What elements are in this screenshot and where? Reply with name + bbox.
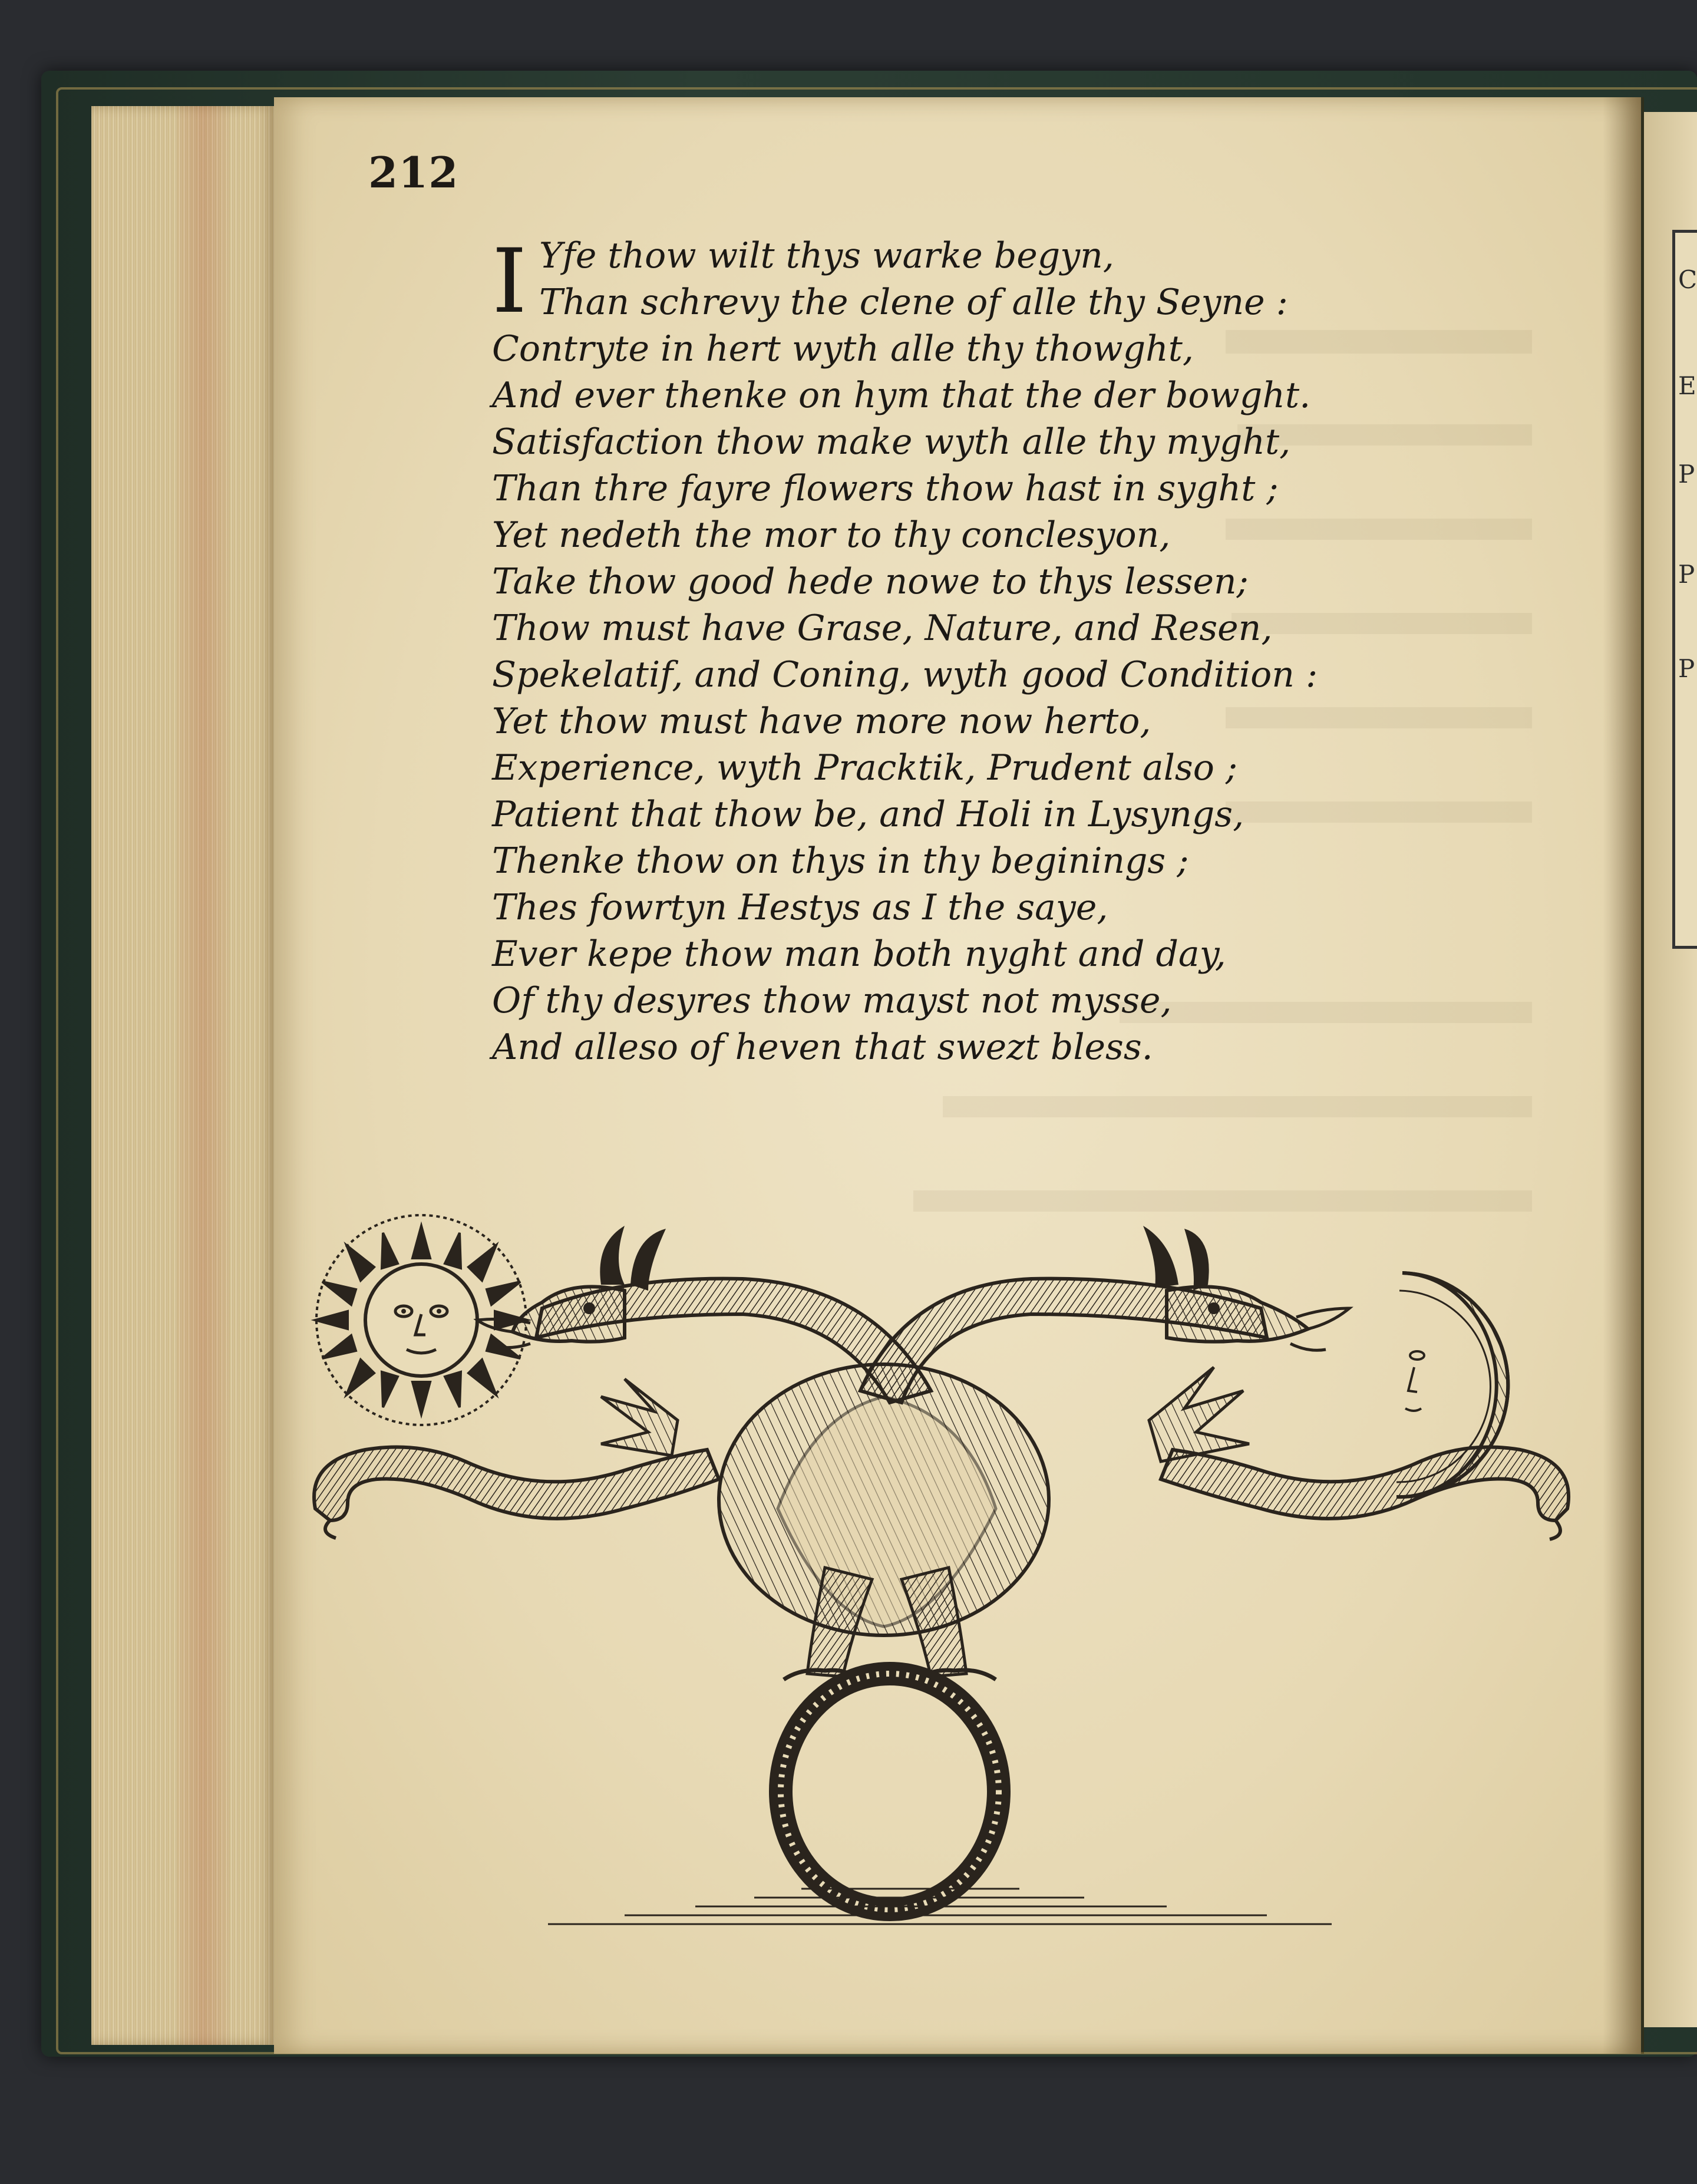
verse-line: Thow must have Grase, Nature, and Resen,: [492, 608, 1273, 649]
verse-line: Yfe thow wilt thys warke begyn,: [539, 235, 1114, 276]
verse-line: Thenke thow on thys in thy beginings ;: [492, 840, 1189, 882]
verse-line: Than thre fayre flowers thow hast in syght ;: [492, 468, 1279, 509]
facing-page-letter: P: [1678, 460, 1695, 489]
verse-line: Yet thow must have more now herto,: [492, 701, 1151, 742]
left-wing: [601, 1379, 678, 1456]
right-tail: [1161, 1447, 1569, 1521]
verse-line: And ever thenke on hym that the der bowght.: [492, 375, 1311, 416]
ring-icon: [781, 1674, 999, 1909]
verse-line: Satisfaction thow make wyth alle thy myght,: [492, 421, 1291, 463]
page-edge-stain: [177, 106, 230, 2045]
facing-page-letter: C: [1678, 265, 1697, 294]
verse-line: Patient that thow be, and Holi in Lysyngs,: [492, 794, 1244, 835]
verse-line: Than schrevy the clene of alle thy Seyne :: [539, 282, 1288, 323]
verse-block: [492, 230, 1435, 1071]
verse-line: Contryte in hert wyth alle thy thowght,: [492, 328, 1194, 370]
facing-page-frame: [1672, 230, 1697, 949]
right-wing: [1149, 1367, 1249, 1462]
dragon-woodcut: [295, 1202, 1591, 1945]
drop-cap: I: [492, 230, 527, 333]
verse-line: Take thow good hede nowe to thys lessen;: [492, 561, 1249, 602]
right-dragon-head: [1143, 1226, 1349, 1350]
verse-line: Spekelatif, and Coning, wyth good Condition :: [492, 654, 1318, 695]
facing-page-letter: E: [1678, 371, 1696, 400]
verse-line: Experience, wyth Pracktik, Prudent also ;: [492, 747, 1238, 789]
verse-line: And alleso of heven that swezt bless.: [492, 1027, 1153, 1068]
verse-line: Of thy desyres thow mayst not mysse,: [492, 980, 1172, 1021]
page-number: 212: [368, 147, 459, 197]
verse-line: Yet nedeth the mor to thy conclesyon,: [492, 514, 1171, 556]
left-tail: [314, 1447, 719, 1521]
facing-page-letter: P: [1678, 654, 1695, 683]
verse-line: Thes fowrtyn Hestys as I the saye,: [492, 887, 1108, 928]
verse-line: Ever kepe thow man both nyght and day,: [492, 933, 1226, 975]
page-gutter-shadow: [1603, 97, 1644, 2054]
facing-page-letter: P: [1678, 560, 1695, 589]
